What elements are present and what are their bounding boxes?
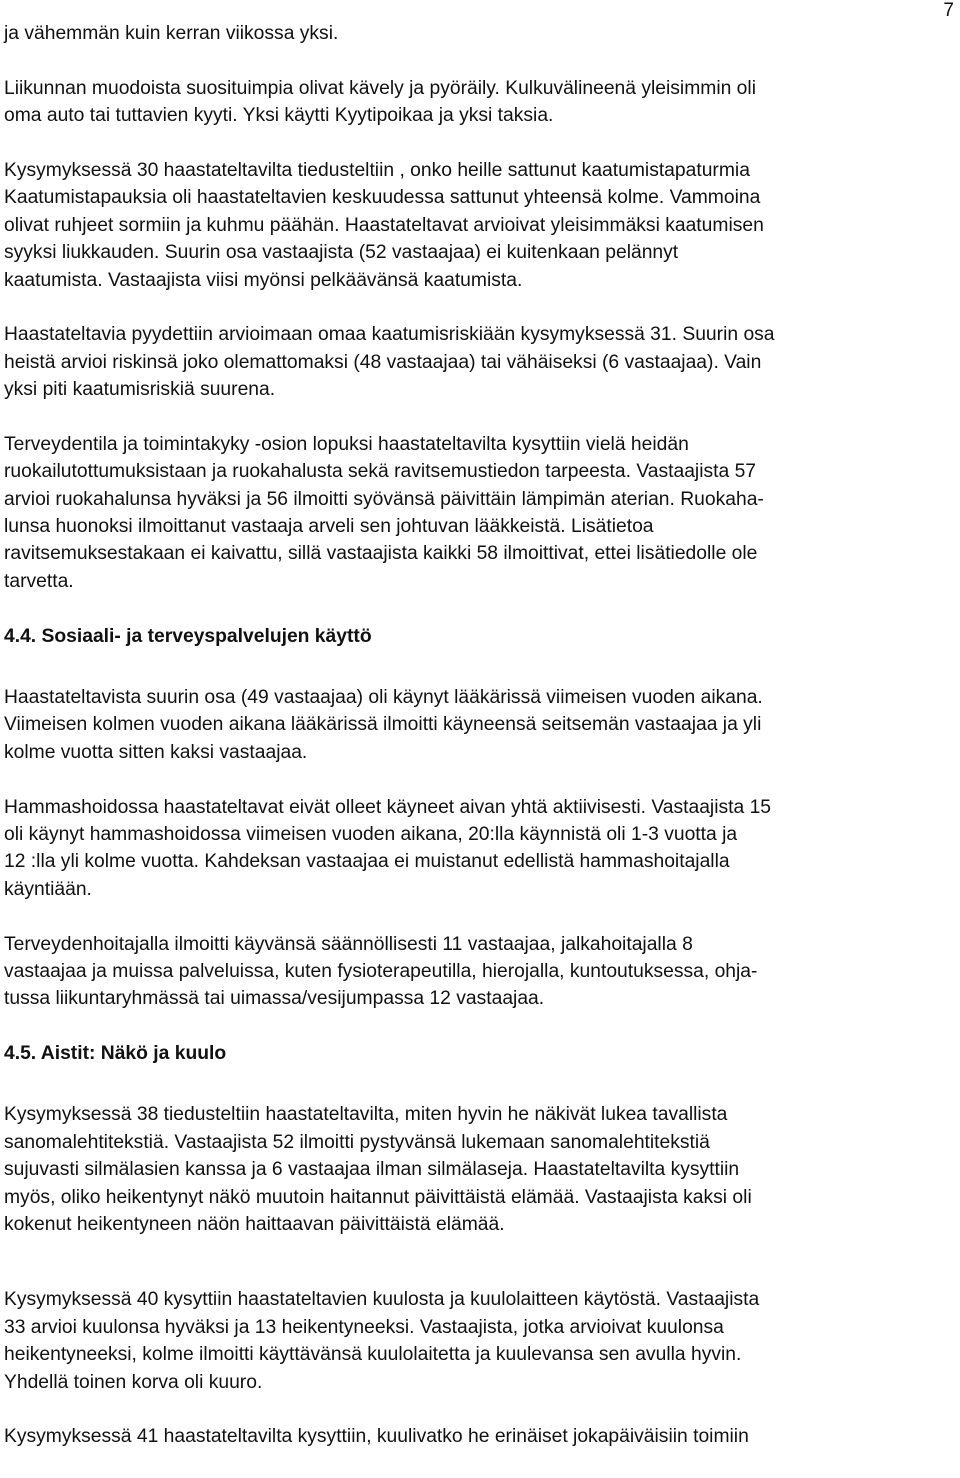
text-line: myös, oliko heikentynyt näkö muutoin haitannut päivittäistä elämää. Vastaajista kaksi oli [4,1186,752,1208]
text-line: 12 :lla yli kolme vuotta. Kahdeksan vastaajaa ei muistanut edellistä hammashoitajalla [4,851,730,873]
text-line: Yhdellä toinen korva oli kuuro. [4,1371,263,1393]
text-line: ravitsemuksestakaan ei kaivattu, sillä vastaajista kaikki 58 ilmoittivat, ettei lisätiedolle ole [4,543,758,565]
document-body [4,20,952,1451]
text-line: ruokailutottumuksistaan ja ruokahalusta sekä ravitsemustiedon tarpeesta. Vastaajista 57 [4,461,757,483]
text-line: vastaajaa ja muissa palveluissa, kuten fysioterapeutilla, hierojalla, kuntoutuksessa, ohja- [4,960,758,982]
paragraph [4,20,952,47]
text-line: Haastateltavia pyydettiin arvioimaan omaa kaatumisriskiään kysymyksessä 31. Suurin osa [4,324,775,346]
paragraph [4,1423,952,1450]
paragraph [4,794,952,904]
text-line: käyntiään. [4,878,92,900]
paragraph [4,684,952,766]
text-line: syyksi liukkauden. Suurin osa vastaajista (52 vastaajaa) ei kuitenkaan pelännyt [4,242,679,264]
text-line: kaatumista. Vastaajista viisi myönsi pelkäävänsä kaatumista. [4,269,523,291]
text-line: oma auto tai tuttavien kyyti. Yksi käytti Kyytipoikaa ja yksi taksia. [4,105,554,127]
text-line: ja vähemmän kuin kerran viikossa yksi. [4,23,339,44]
text-line: Kysymyksessä 30 haastateltavilta tiedusteltiin , onko heille sattunut kaatumistapaturmia [4,159,750,181]
section-heading-4-4: 4.4. Sosiaali- ja terveyspalvelujen käyttö [4,625,372,647]
text-line: heikentyneeksi, kolme ilmoitti käyttävänsä kuulolaitetta ja kuulevansa sen avulla hyvin. [4,1344,742,1366]
text-line: Hammashoidossa haastateltavat eivät olleet käyneet aivan yhtä aktiivisesti. Vastaajista 15 [4,796,772,818]
text-line: Terveydentila ja toimintakyky -osion lopuksi haastateltavilta kysyttiin vielä heidän [4,433,689,455]
text-line: sujuvasti silmälasien kanssa ja 6 vastaajaa ilman silmälaseja. Haastateltavilta kysyttiin [4,1159,740,1181]
text-line: kokenut heikentyneen näön haittaavan päivittäistä elämää. [4,1214,505,1236]
text-line: yksi piti kaatumisriskiä suurena. [4,379,276,401]
text-line: oli käynyt hammashoidossa viimeisen vuoden aikana, 20:lla käynnistä oli 1-3 vuotta ja [4,823,738,845]
text-line: Kaatumistapauksia oli haastateltavien keskuudessa sattunut yhteensä kolme. Vammoina [4,187,761,209]
text-line: sanomalehtitekstiä. Vastaajista 52 ilmoitti pystyvänsä lukemaan sanomalehtitekstiä [4,1131,710,1153]
text-line: heistä arvioi riskinsä joko olemattomaksi (48 vastaajaa) tai vähäiseksi (6 vastaajaa). Vain [4,351,762,373]
paragraph [4,75,952,130]
paragraph [4,431,952,595]
page-number: 7 [943,0,954,21]
paragraph [4,931,952,1013]
text-line: Kysymyksessä 41 haastateltavilta kysyttiin, kuulivatko he erinäiset jokapäiväisiin toimiin [4,1426,749,1448]
text-line: tarvetta. [4,570,74,592]
section-heading-4-5: 4.5. Aistit: Näkö ja kuulo [4,1043,227,1065]
text-line: 33 arvioi kuulonsa hyväksi ja 13 heikentyneeksi. Vastaajista, jotka arvioivat kuulonsa [4,1316,724,1338]
text-line: Kysymyksessä 38 tiedusteltiin haastateltavilta, miten hyvin he näkivät lukea tavallista [4,1104,728,1126]
paragraph [4,1286,952,1396]
text-line: lunsa huonoksi ilmoittanut vastaaja arveli sen johtuvan lääkkeistä. Lisätietoa [4,516,654,538]
text-line: Liikunnan muodoista suosituimpia olivat kävely ja pyöräily. Kulkuvälineenä yleisimmin oli [4,77,756,99]
paragraph [4,321,952,403]
text-line: Kysymyksessä 40 kysyttiin haastateltavien kuulosta ja kuulolaitteen käytöstä. Vastaajista [4,1289,760,1311]
text-line: kolme vuotta sitten kaksi vastaajaa. [4,741,308,763]
text-line: olivat ruhjeet sormiin ja kuhmu päähän. Haastateltavat arvioivat yleisimmäksi kaatumisen [4,214,764,236]
text-line: Terveydenhoitajalla ilmoitti käyvänsä säännöllisesti 11 vastaajaa, jalkahoitajalla 8 [4,933,693,955]
text-line: tussa liikuntaryhmässä tai uimassa/vesijumpassa 12 vastaajaa. [4,988,545,1010]
text-line: Viimeisen kolmen vuoden aikana lääkärissä ilmoitti käyneensä seitsemän vastaajaa ja yli [4,714,762,736]
text-line: arvioi ruokahalunsa hyväksi ja 56 ilmoitti syövänsä päivittäin lämpimän aterian. Ruokaha- [4,488,764,510]
paragraph [4,1101,952,1238]
text-line: Haastateltavista suurin osa (49 vastaajaa) oli käynyt lääkärissä viimeisen vuoden aikana. [4,687,763,708]
paragraph [4,157,952,294]
